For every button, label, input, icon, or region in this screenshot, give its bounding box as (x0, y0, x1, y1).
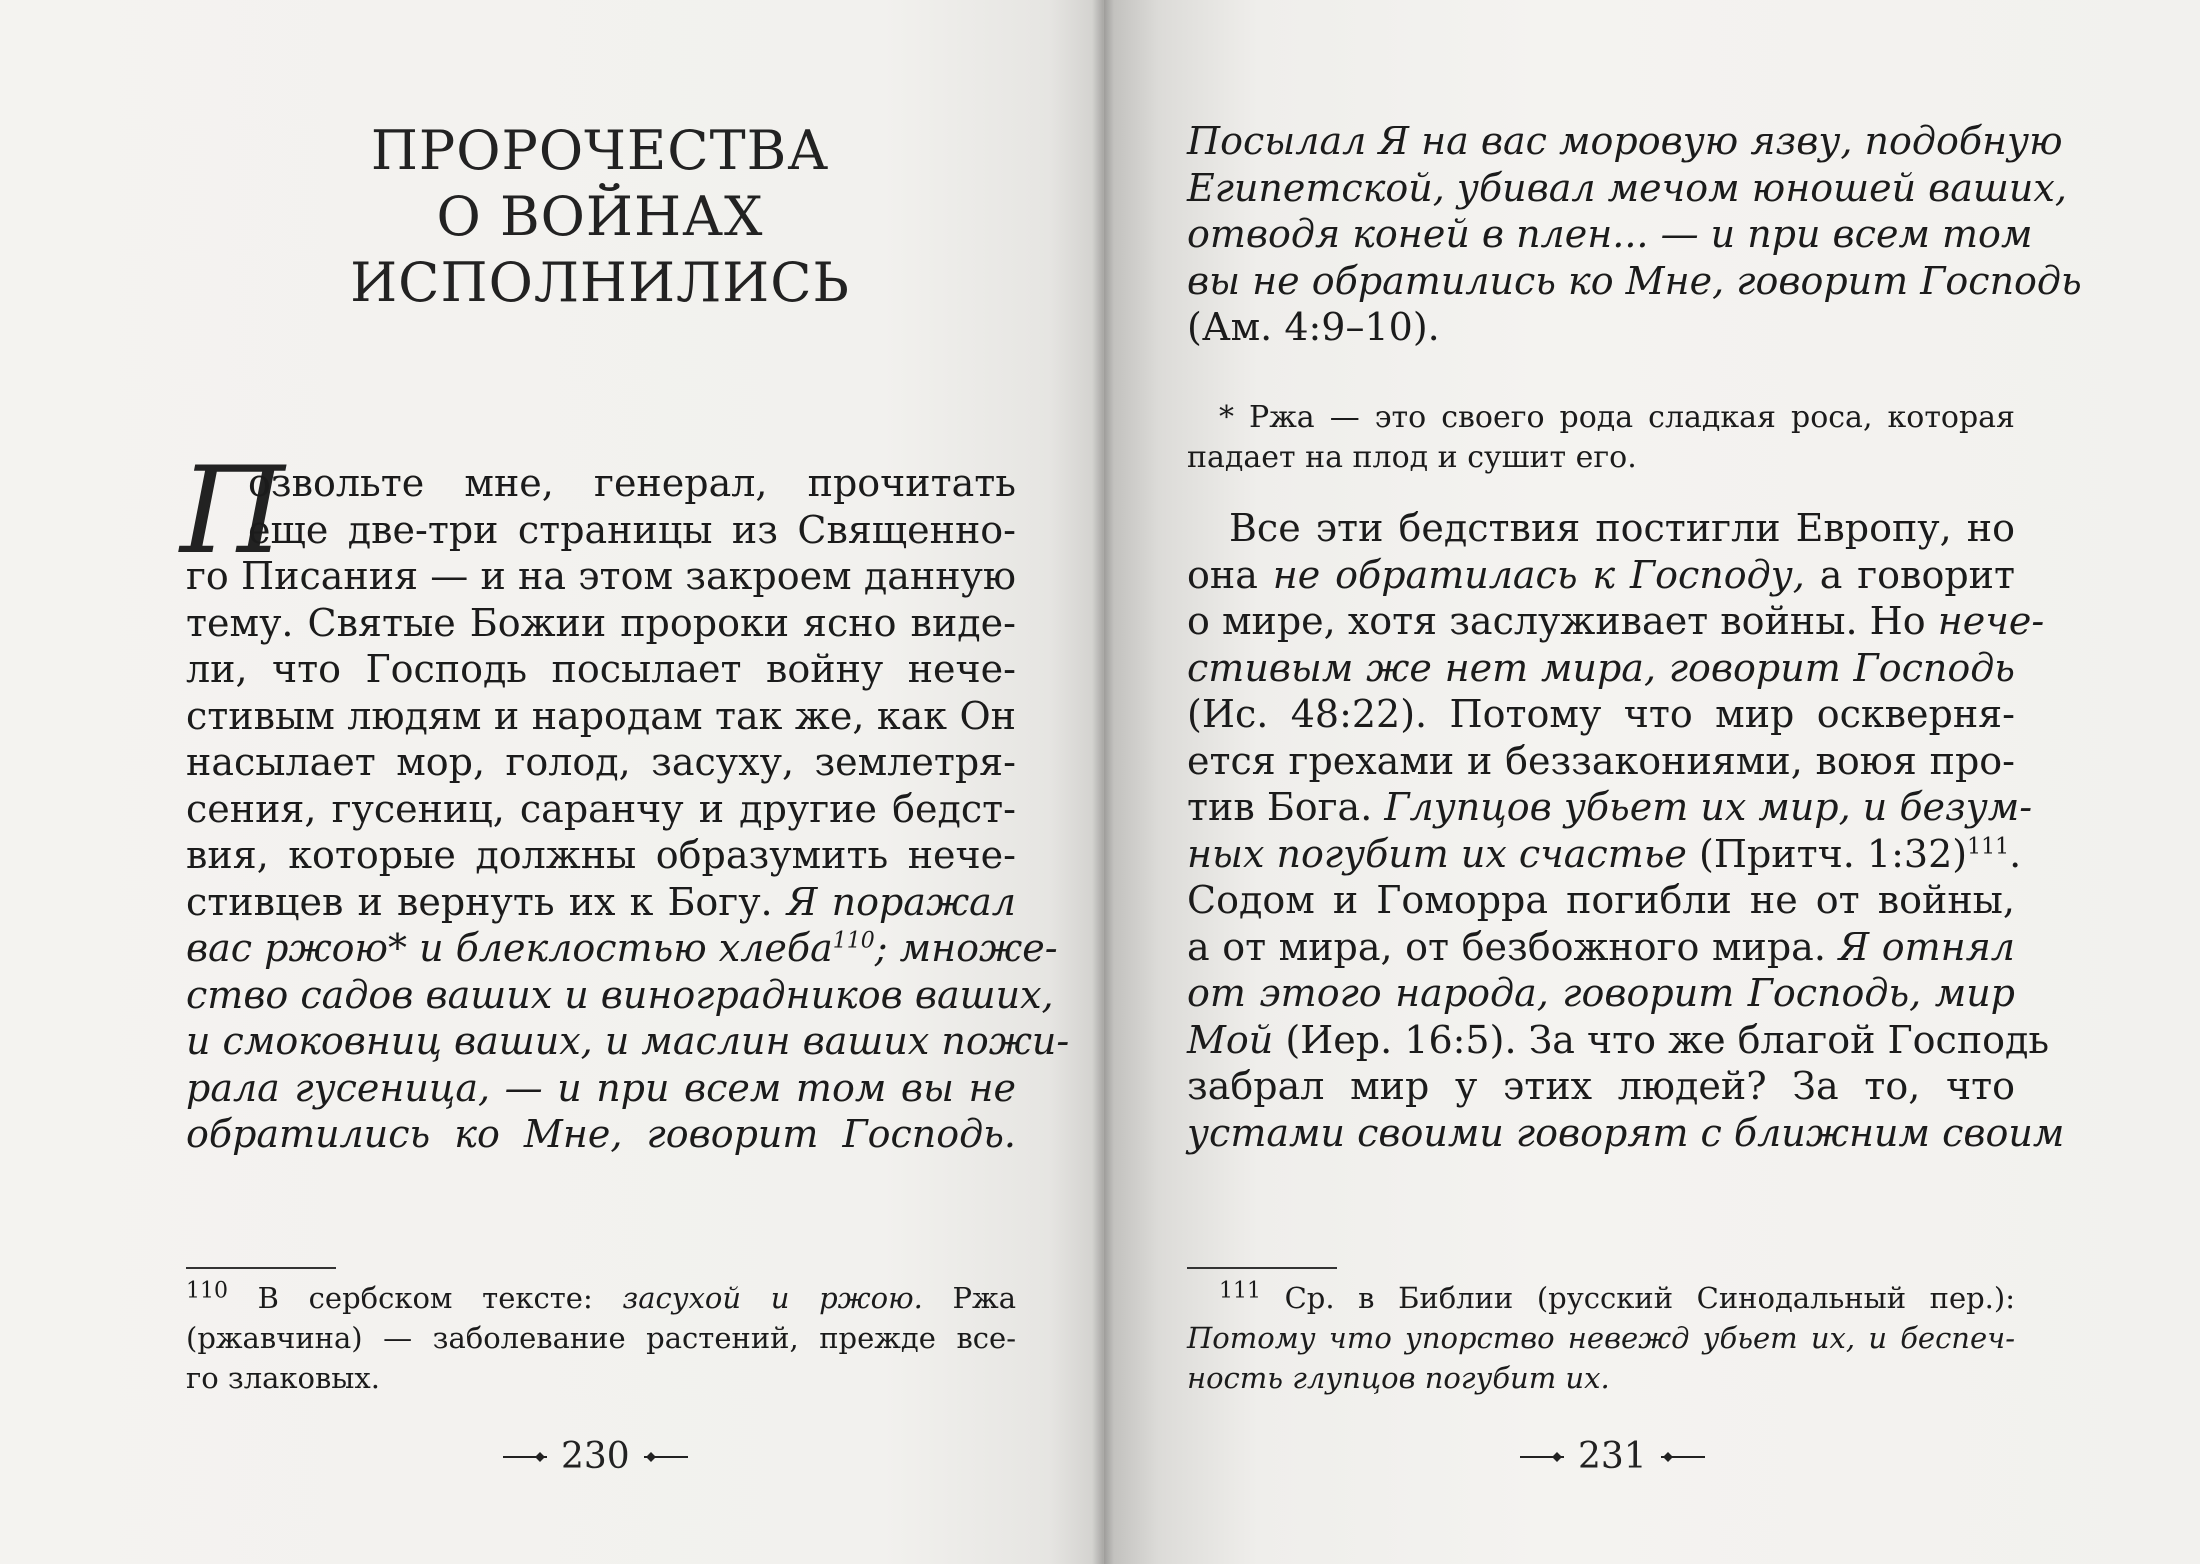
body-line-text: ется грехами и беззакониями, воюя про- (1187, 738, 2015, 783)
body-line-text: го Писания — и на этом закроем данную (186, 554, 1016, 598)
body-line-text: о мире, хотя заслуживает войны. Но (1187, 599, 1938, 643)
page-number-left (503, 1436, 688, 1477)
asterisk-note (1187, 398, 2015, 478)
asterisk-note-line: падает на плод и сушит его. (1187, 440, 1637, 475)
footnote-line: Потому что упорство невежд убьет их, и беспеч- (1187, 1321, 2015, 1355)
ornament-icon (1520, 1452, 1564, 1462)
body-line (186, 925, 1058, 972)
body-line (186, 507, 1016, 554)
body-line (1187, 924, 2015, 971)
footnote-110 (186, 1278, 1016, 1398)
chapter-title (300, 118, 900, 316)
body-line-text: ство садов ваших и виноградников ваших, (186, 972, 1054, 1017)
body-line-text: стивым же нет мира, говорит Господь (1187, 645, 2015, 690)
body-line (186, 693, 1016, 740)
body-line (1187, 831, 2022, 878)
body-line-text: насылает мор, голод, засуху, землетря- (186, 740, 1016, 784)
body-line-text: (Притч. 1:32) (1686, 831, 1968, 876)
footnote-rule (186, 1267, 336, 1269)
body-line (186, 1111, 1016, 1158)
body-line-text: Глупцов убьет их мир, и безум- (1384, 785, 2033, 829)
body-line (1187, 304, 2015, 351)
body-line-text: (Ам. 4:9–10). (1187, 305, 1440, 349)
body-line-text: нече- (1937, 599, 2045, 643)
body-line (186, 553, 1016, 600)
body-line (186, 832, 1016, 879)
body-line (1187, 598, 2045, 645)
footnote-line: ность глупцов погубит их. (1187, 1361, 1610, 1395)
footnote-111 (1187, 1278, 2015, 1398)
ornament-icon (1661, 1452, 1705, 1462)
body-line-text: Египетской, убивал мечом юношей ваших, (1187, 165, 2067, 210)
chapter-title-line: О ВОЙНАХ (436, 185, 764, 248)
body-line-text: а говорит (1804, 552, 2015, 597)
body-line-text: сения, гусениц, саранчу и другие бедст- (186, 786, 1016, 831)
body-line-text: она (1187, 552, 1273, 597)
right-top-text (1187, 118, 2082, 351)
body-line (1187, 1017, 2050, 1064)
body-line-text: не обратилась к Господу, (1272, 552, 1805, 597)
body-line-text: (Иер. 16:5). За что же благой Господь (1273, 1017, 2050, 1062)
body-line-text: отводя коней в плен... — и при всем том (1187, 212, 2033, 256)
body-line (1187, 645, 2015, 692)
body-line-text: забрал мир у этих людей? За то, что (1187, 1064, 2015, 1108)
footnote-line: (ржавчина) — заболевание растений, прежде все- (186, 1321, 1016, 1355)
body-line-text: тив Бога. (1187, 785, 1385, 829)
body-line-text: ; множе- (874, 926, 1058, 970)
body-line (1187, 970, 2015, 1017)
body-line-text: вы не обратились ко Мне, говорит Господь (1187, 258, 2082, 303)
body-line-text: Содом и Гоморра погибли не от войны, (1187, 878, 2015, 922)
footnote-ref: 111 (1967, 833, 2010, 859)
ornament-icon (644, 1452, 688, 1462)
body-line-text: . (2009, 831, 2022, 876)
body-line-text: Я отнял (1838, 924, 2015, 969)
body-line (1187, 211, 2033, 258)
footnote-text: В сербском тексте: (228, 1281, 623, 1315)
body-line-text: Я поражал (786, 879, 1016, 924)
chapter-title-line: ИСПОЛНИЛИСЬ (350, 251, 850, 314)
footnote-text: Ржа (922, 1281, 1017, 1315)
body-line-text: вия, которые должны образумить нече- (186, 833, 1016, 877)
page-number-right (1520, 1436, 1705, 1477)
body-line-text: вас ржою* и блеклостью хлеба (186, 926, 833, 970)
body-line (186, 646, 1016, 693)
body-line (1187, 1110, 2065, 1157)
body-line (1187, 784, 2033, 831)
body-line-text: и смоковниц ваших, и маслин ваших пожи- (186, 1019, 1070, 1063)
body-line-text: Посылал Я на вас моровую язву, подобную (1187, 119, 2063, 163)
body-line-text: Мой (1187, 1017, 1274, 1062)
body-line (186, 972, 1054, 1019)
footnote-italic: засухой и ржою. (622, 1281, 923, 1315)
body-line-text: стивым людям и народам так же, как Он (186, 693, 1016, 738)
footnote-number: 111 (1219, 1278, 1261, 1304)
footnote-number: 110 (186, 1278, 228, 1304)
body-line-text: от этого народа, говорит Господь, мир (1187, 971, 2015, 1015)
footnote-text: Ср. в Библии (русский Синодальный пер.): (1261, 1281, 2015, 1315)
left-body-text (186, 460, 1070, 1158)
body-line (1187, 691, 2015, 738)
footnote-line: го злаковых. (186, 1361, 380, 1395)
body-line-text: а от мира, от безбожного мира. (1187, 924, 1839, 969)
body-line-text: стивцев и вернуть их к Богу. (186, 879, 773, 924)
body-line-text: ли, что Господь посылает войну нече- (186, 647, 1016, 691)
body-line-text: озвольте мне, генерал, прочитать (248, 461, 1016, 505)
body-line (1187, 118, 2063, 165)
body-line (186, 1065, 1016, 1112)
page-number: 231 (1578, 1436, 1647, 1477)
footnote-ref: 110 (832, 928, 875, 954)
body-line (1187, 877, 2015, 924)
body-line-text: тему. Святые Божии пророки ясно виде- (186, 600, 1016, 645)
ornament-icon (503, 1452, 547, 1462)
body-line (186, 1018, 1070, 1065)
chapter-title-line: ПРОРОЧЕСТВА (370, 119, 830, 182)
asterisk-note-line: * Ржа — это своего рода сладкая роса, которая (1219, 400, 2015, 435)
body-line (186, 460, 1016, 507)
body-line (186, 786, 1016, 833)
body-line-text: ных погубит их счастье (1187, 831, 1687, 876)
body-line (1187, 738, 2015, 785)
body-line-text: устами своими говорят с ближним своим (1187, 1110, 2065, 1155)
body-line (186, 600, 1016, 647)
body-line (1187, 552, 2015, 599)
body-line (186, 739, 1016, 786)
book-gutter (1092, 0, 1114, 1564)
body-line-text: еще две-три страницы из Священно- (248, 507, 1016, 552)
body-line-text: рала гусеница, — и при всем том вы не (186, 1065, 1016, 1110)
right-body-text (1187, 505, 2065, 1156)
footnote-rule (1187, 1267, 1337, 1269)
body-line-text: (Ис. 48:22). Потому что мир оскверня- (1187, 692, 2015, 736)
drop-cap: П (180, 442, 285, 581)
body-line (1187, 1063, 2015, 1110)
body-line-text: Все эти бедствия постигли Европу, но (1229, 506, 2015, 550)
body-line (1187, 165, 2067, 212)
body-line (186, 879, 1016, 926)
page-number: 230 (561, 1436, 630, 1477)
body-line-text: обратились ко Мне, говорит Господь. (186, 1112, 1016, 1156)
body-line (1187, 505, 2015, 552)
body-line (1187, 258, 2082, 305)
